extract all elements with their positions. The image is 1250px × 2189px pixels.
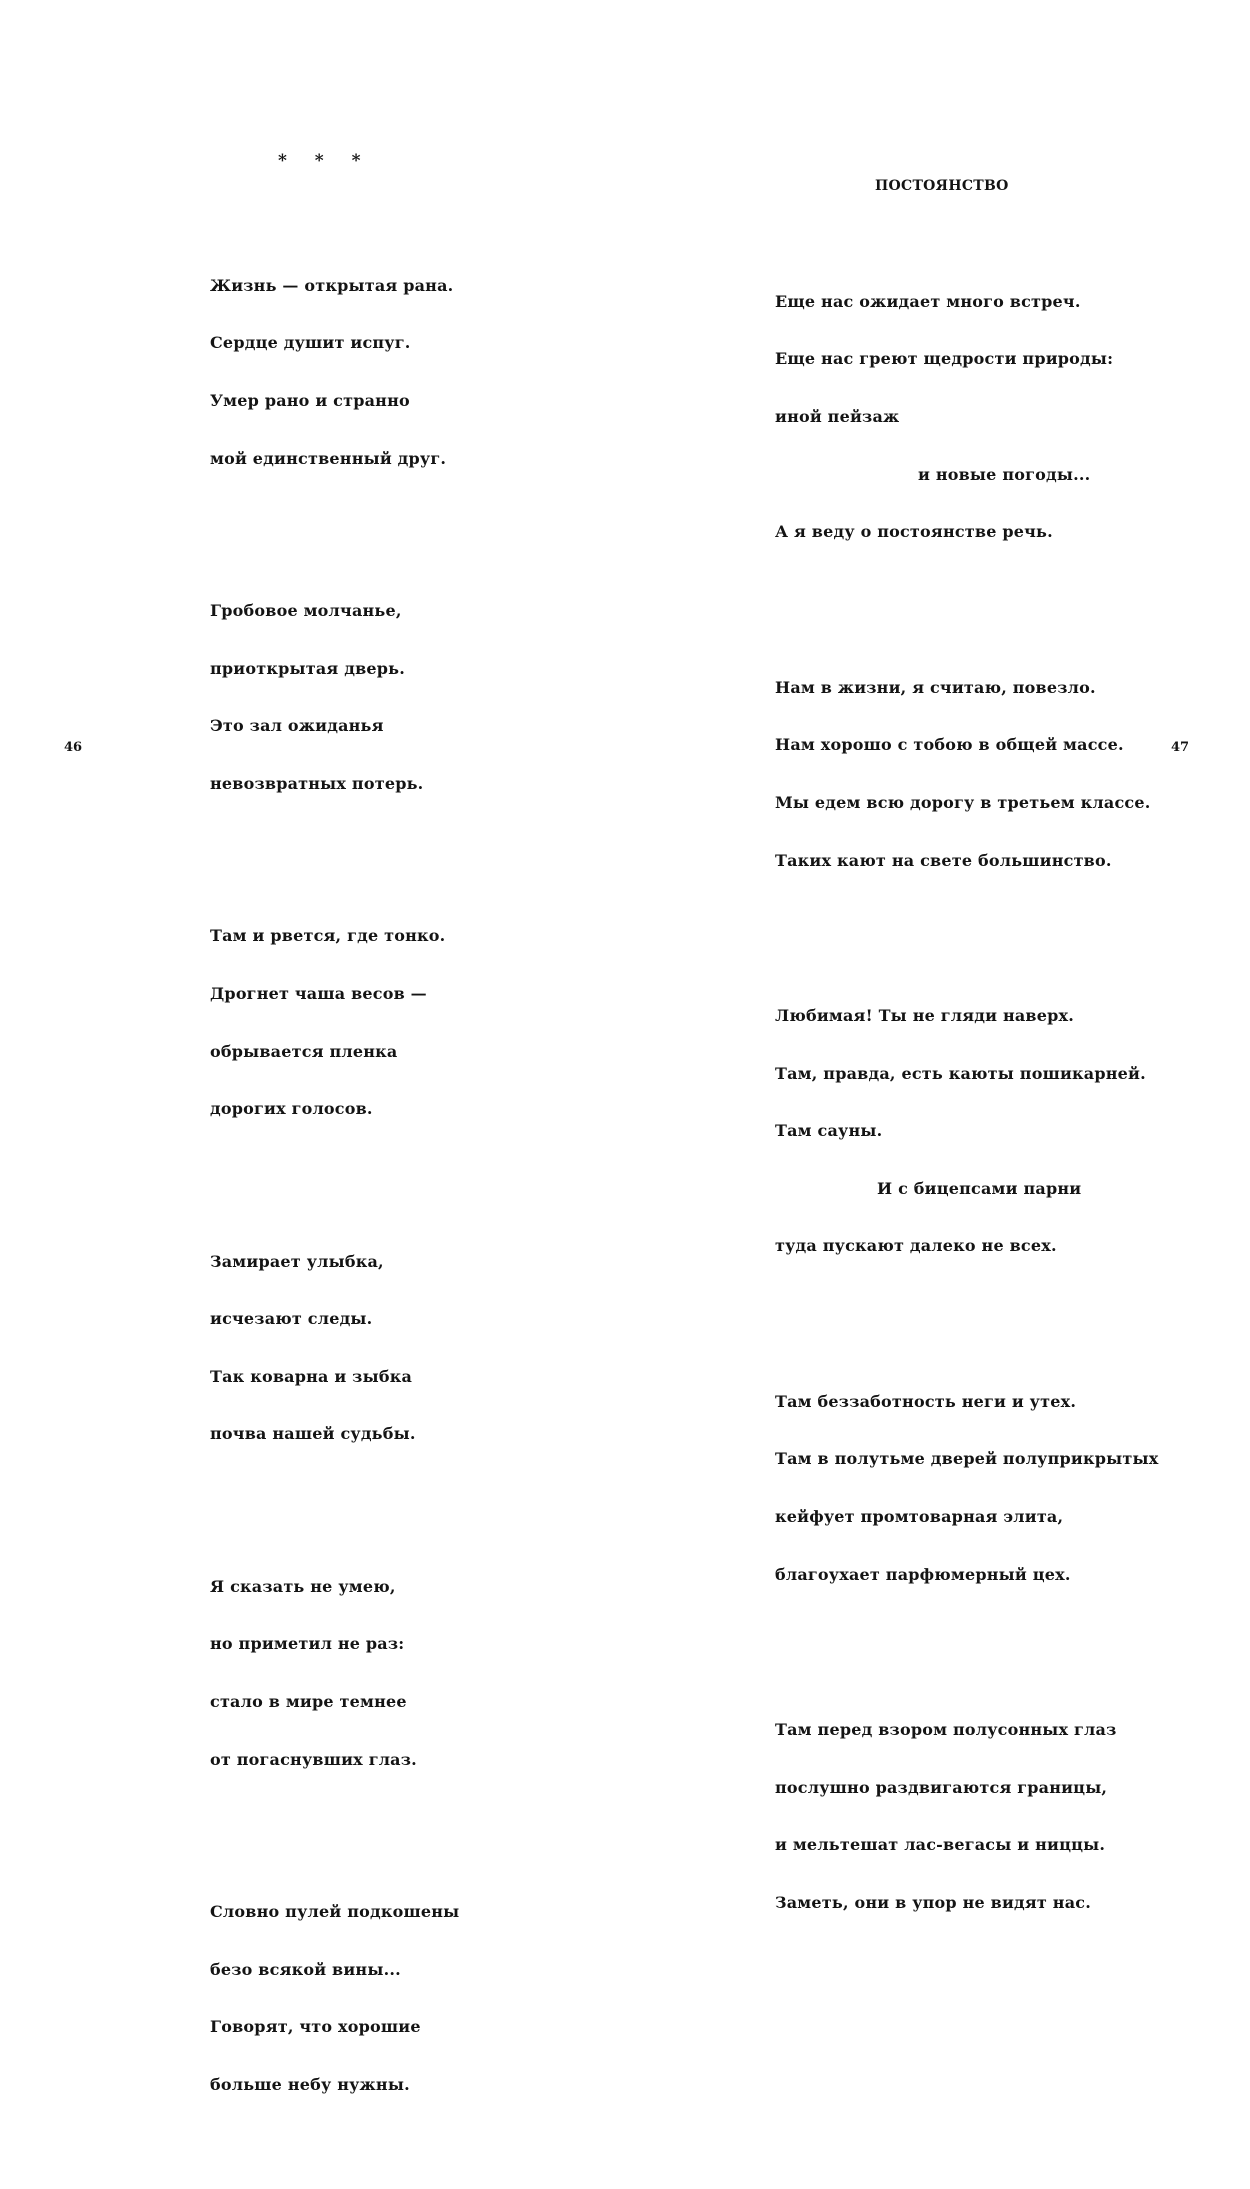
- stanza: [210, 237, 459, 506]
- poem-line: Еще нас греют щедрости природы:: [775, 349, 1114, 369]
- poem-line: обрывается пленка: [210, 1041, 398, 1061]
- stanza: [775, 253, 1158, 579]
- stanza: [210, 563, 459, 832]
- poem-line: И с бицепсами парни: [877, 1178, 1082, 1198]
- poem-line: Сердце душит испуг.: [210, 333, 411, 353]
- poem-line: Мы едем всю дорогу в третьем классе.: [775, 792, 1151, 812]
- poem-line: дорогих голосов.: [210, 1099, 373, 1119]
- poem-line: Таких кают на свете большинство.: [775, 850, 1112, 870]
- poem-line: Дрогнет чаша весов —: [210, 983, 427, 1003]
- poem-line: Там беззаботность неги и утех.: [775, 1391, 1077, 1411]
- stanza: [775, 639, 1158, 908]
- poem-line: Умер рано и странно: [210, 391, 410, 411]
- poem-line: иной пейзаж: [775, 407, 900, 427]
- poem-line: Там и рвется, где тонко.: [210, 926, 446, 946]
- poem-line: Там перед взором полусонных глаз: [775, 1720, 1117, 1740]
- untitled-poem: [210, 199, 459, 2189]
- poem-line: Я сказать не умею,: [210, 1576, 396, 1596]
- poem-line: Там, правда, есть каюты пошикарней.: [775, 1063, 1146, 1083]
- poem-line: А я веду о постоянстве речь.: [775, 522, 1053, 542]
- poem-line: благоухает парфюмерный цех.: [775, 1564, 1071, 1584]
- poem-line: Там в полутьме дверей полуприкрытых: [775, 1449, 1159, 1469]
- poem-line: Там сауны.: [775, 1121, 883, 1141]
- poem-line: Замирает улыбка,: [210, 1251, 384, 1271]
- poem-line: Заметь, они в упор не видят нас.: [775, 1892, 1091, 1912]
- poem-line: Нам хорошо с тобою в общей массе.: [775, 735, 1124, 755]
- poem-line: стало в мире темнее: [210, 1692, 407, 1712]
- poem-line: Словно пулей подкошены: [210, 1902, 460, 1922]
- poem-line: больше небу нужны.: [210, 2074, 410, 2094]
- page-number: 47: [1171, 740, 1190, 755]
- stanza: [210, 1213, 459, 1482]
- stanza: [775, 1353, 1158, 1622]
- poem-line: но приметил не раз:: [210, 1634, 405, 1654]
- poem-line: невозвратных потерь.: [210, 773, 424, 793]
- poem-line: мой единственный друг.: [210, 448, 447, 468]
- stanza: [210, 888, 459, 1157]
- left-page: [0, 0, 625, 2094]
- poem-line: почва нашей судьбы.: [210, 1424, 416, 1444]
- stanza: [775, 968, 1158, 1294]
- poem-line: приоткрытая дверь.: [210, 658, 405, 678]
- poem-line: и мельтешат лас-вегасы и ниццы.: [775, 1835, 1106, 1855]
- page-number: 46: [64, 740, 83, 755]
- poem-line: кейфует промтоварная элита,: [775, 1507, 1064, 1526]
- poem-line: Любимая! Ты не гляди наверх.: [775, 1005, 1075, 1025]
- right-page: [625, 0, 1250, 1912]
- stanza: [775, 1682, 1158, 1951]
- poem-line: Это зал ожиданья: [210, 716, 384, 736]
- stanza: [210, 1864, 459, 2133]
- poem-line: Говорят, что хорошие: [210, 2017, 421, 2037]
- poem-line: Так коварна и зыбка: [210, 1366, 413, 1386]
- poem-postoyanstvo: [775, 215, 1158, 2007]
- poem-line: от погаснувших глаз.: [210, 1749, 417, 1769]
- poem-line: послушно раздвигаются границы,: [775, 1777, 1108, 1797]
- poem-line: Нам в жизни, я считаю, повезло.: [775, 677, 1096, 697]
- poem-line: Жизнь — открытая рана.: [210, 275, 454, 295]
- section-separator: * * *: [278, 151, 372, 171]
- stanza: [210, 1538, 459, 1807]
- poem-line: исчезают следы.: [210, 1309, 373, 1329]
- poem-line: туда пускают далеко не всех.: [775, 1236, 1057, 1256]
- poem-line: Гробовое молчанье,: [210, 601, 402, 621]
- poem-title: ПОСТОЯНСТВО: [875, 178, 1009, 194]
- poem-line: безо всякой вины...: [210, 1959, 401, 1979]
- poem-line: Еще нас ожидает много встреч.: [775, 291, 1081, 311]
- poem-line: и новые погоды...: [918, 464, 1091, 484]
